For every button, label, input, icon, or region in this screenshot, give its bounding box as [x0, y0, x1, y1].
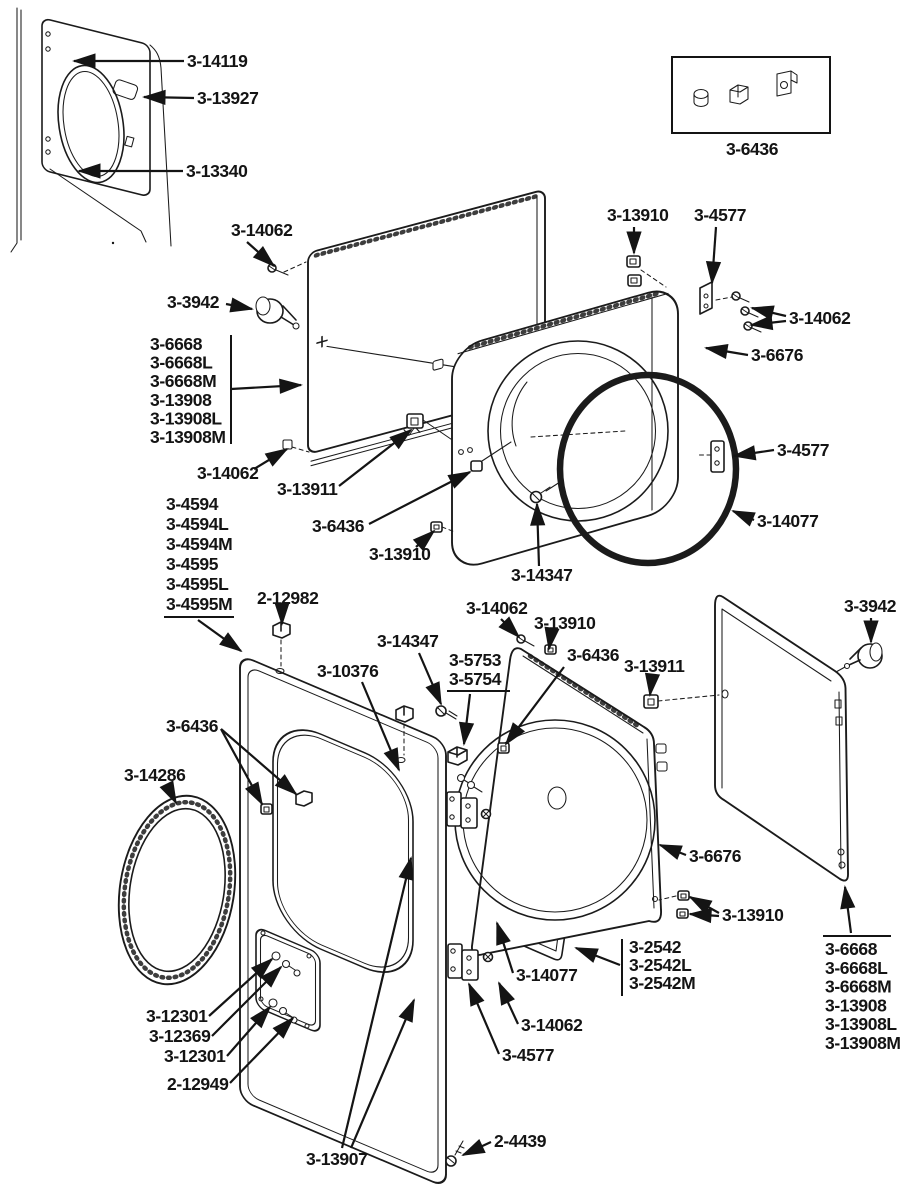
leader-arrow [254, 449, 287, 469]
part-number-label: 3-14077 [757, 511, 819, 531]
hinge-3-4577-right [699, 441, 724, 472]
part-number-label: 3-2542M [629, 973, 696, 993]
callout-3-13910-top [607, 205, 669, 253]
part-number-label: 3-6668L [825, 957, 888, 978]
leader-arrow [650, 678, 652, 695]
leader-arrow [690, 897, 719, 913]
leader-arrow [706, 348, 748, 355]
hinge-upper-lowerassy [447, 792, 491, 828]
part-number-label: 3-13908M [825, 1033, 901, 1053]
callout-3-14062-mid [197, 449, 287, 483]
clip-3-6436-lowermid [498, 743, 509, 753]
part-number-label: 3-14062 [466, 598, 528, 618]
part-number-label: 3-14062 [789, 308, 851, 328]
edge-clips-middle [656, 744, 667, 771]
leader-arrow [464, 694, 470, 744]
door-assembly-front [240, 655, 446, 1187]
part-number-label: 3-10376 [317, 661, 379, 681]
callout-3-4577-right [734, 440, 829, 460]
part-number-label: 3-6436 [725, 139, 779, 159]
leader-arrow [712, 227, 716, 283]
clips-3-13910-top [627, 256, 666, 287]
part-number-label: 3-13910 [722, 905, 784, 925]
upper-door-assembly [256, 189, 761, 572]
leader-arrow [198, 620, 241, 651]
callout-3-6436-box [726, 139, 779, 159]
hardware-kit-box [672, 57, 830, 133]
callout-group-4594 [164, 494, 241, 651]
part-number-label: 3-6668 [825, 939, 878, 959]
door-catch-3-3942-lower [836, 643, 882, 672]
part-number-label: 3-6668M [825, 976, 892, 997]
callout-3-13927 [144, 88, 258, 108]
cabinet-corner-drawing [11, 8, 171, 252]
leader-arrow [231, 385, 301, 389]
lock-3-5753 [448, 747, 482, 792]
part-number-label: 3-4577 [502, 1045, 555, 1065]
part-number-label: 3-3942 [844, 596, 897, 616]
part-number-label: 3-13340 [186, 161, 248, 181]
callout-group-6668-lower [823, 887, 901, 1053]
part-number-label: 3-13907 [306, 1149, 368, 1169]
leader-arrow [576, 948, 620, 965]
part-number-label: 2-4439 [494, 1131, 547, 1151]
leader-arrow [752, 308, 786, 316]
clip-2-12982 [273, 622, 290, 674]
callout-3-6676-upper [706, 345, 804, 365]
callout-3-3942-upper [167, 292, 252, 312]
part-number-label: 3-4595L [166, 574, 229, 594]
callout-3-14062-bottom [499, 983, 583, 1035]
part-number-label: 3-6436 [567, 645, 620, 665]
part-number-label: 3-13908L [825, 1014, 897, 1035]
leader-arrow [144, 97, 194, 98]
part-number-label: 3-6436 [166, 716, 219, 736]
callout-3-4577-top [694, 205, 746, 283]
leader-arrow [499, 983, 518, 1024]
part-number-label: 3-6668M [150, 371, 217, 392]
door-front-panel-lower [455, 648, 661, 955]
part-number-label: 3-14062 [231, 220, 293, 240]
part-number-label: 3-4577 [694, 205, 747, 225]
callout-3-14347-lower [377, 631, 441, 704]
door-outer-panel-lower [715, 596, 848, 881]
part-number-label: 3-4577 [777, 440, 830, 460]
leader-arrow [733, 511, 754, 520]
part-number-label: 3-14077 [516, 965, 578, 985]
part-number-label: 3-2542L [629, 955, 692, 975]
leader-arrow [501, 619, 519, 637]
part-number-label: 3-14347 [511, 565, 573, 585]
callout-3-13910-upperleft [369, 531, 434, 564]
callout-3-14062-lowertop [466, 598, 528, 637]
clip-3-13910-lowertop [545, 645, 556, 654]
callout-2-4439 [463, 1131, 547, 1155]
callout-group-2542 [576, 937, 695, 996]
screw-3-14062-lowertop [517, 635, 534, 646]
leader-arrow [419, 653, 441, 704]
part-number-label: 3-13910 [534, 613, 596, 633]
leader-arrow [734, 450, 774, 456]
part-number-label: 3-6668 [150, 334, 203, 354]
part-number-label: 3-6676 [751, 345, 804, 365]
callout-group-6668-upper [150, 334, 301, 447]
kit-cap-part [694, 90, 708, 107]
part-number-label: 3-13910 [369, 544, 431, 564]
callout-2-12982 [257, 588, 319, 624]
leader-arrow [247, 242, 274, 266]
part-number-label: 3-4595M [166, 594, 233, 614]
leader-arrow [660, 845, 686, 855]
screw-3-14347-lower [436, 706, 457, 719]
kit-clip-part [730, 85, 748, 104]
leader-arrow [690, 914, 719, 916]
part-number-label: 3-6676 [689, 846, 742, 866]
part-number-label: 3-6436 [312, 516, 365, 536]
callout-3-14062-right [751, 308, 851, 328]
callout-3-13911-lower [624, 656, 685, 695]
callout-3-14062-top [231, 220, 293, 266]
leader-arrow [845, 887, 851, 933]
part-number-label: 3-13908 [825, 995, 887, 1016]
callout-3-13910-lowerright [690, 897, 784, 925]
part-number-label: 3-14062 [197, 463, 259, 483]
part-number-label: 3-5754 [449, 669, 502, 689]
clip-3-13911-lower [644, 695, 719, 708]
part-number-label: 3-13910 [607, 205, 669, 225]
screw-2-4439 [446, 1141, 464, 1166]
leader-arrow [463, 1142, 491, 1155]
part-number-label: 3-13911 [624, 656, 685, 676]
part-number-label: 3-6668L [150, 352, 213, 373]
callout-3-13910-lowertop [534, 613, 596, 649]
part-number-label: 3-14286 [124, 765, 186, 785]
leader-arrow [226, 304, 252, 309]
part-number-label: 3-3942 [167, 292, 220, 312]
part-number-label: 3-12301 [164, 1046, 226, 1066]
callout-3-6676-lower [660, 845, 742, 866]
part-number-label: 3-14119 [187, 51, 248, 71]
door-gasket-3-14286 [106, 787, 248, 992]
leader-arrow [469, 984, 499, 1054]
part-number-label: 3-4595 [166, 554, 219, 574]
part-number-label: 3-13908L [150, 408, 222, 429]
part-number-label: 3-12369 [149, 1026, 211, 1046]
part-number-label: 3-2542 [629, 937, 682, 957]
part-number-label: 3-13927 [197, 88, 259, 108]
part-number-label: 2-12949 [167, 1074, 229, 1094]
part-number-label: 3-5753 [449, 650, 502, 670]
part-number-label: 3-4594 [166, 494, 219, 514]
leader-arrow [751, 321, 786, 325]
door-catch-3-3942-upper [256, 297, 299, 329]
kit-bracket-part [777, 71, 797, 96]
part-number-label: 3-14347 [377, 631, 439, 651]
part-number-label: 3-4594L [166, 514, 229, 534]
part-number-label: 3-14062 [521, 1015, 583, 1035]
part-number-label: 3-4594M [166, 534, 233, 554]
screw-3-14062-top [268, 262, 306, 275]
callout-3-3942-lower [844, 596, 897, 642]
callout-3-14077-upper [733, 511, 818, 531]
part-number-label: 3-13911 [277, 479, 338, 499]
part-number-label: 3-13908 [150, 389, 212, 410]
part-number-label: 3-12301 [146, 1006, 208, 1026]
part-number-label: 2-12982 [257, 588, 319, 608]
part-number-label: 3-13908M [150, 427, 226, 447]
